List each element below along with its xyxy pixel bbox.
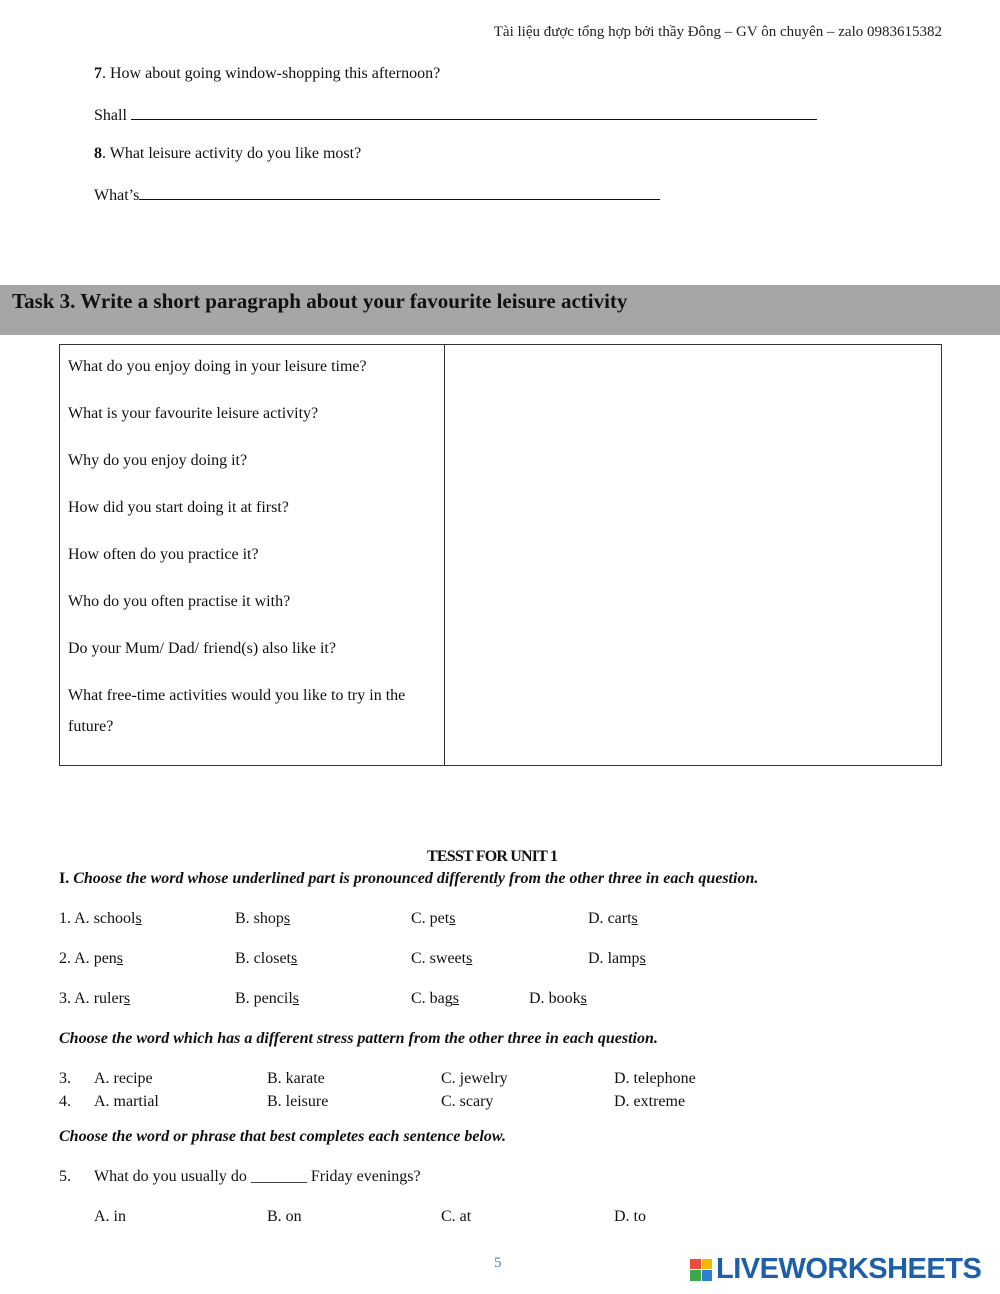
answer-blank[interactable] xyxy=(131,105,817,120)
question-number: 3. xyxy=(59,990,71,1007)
option-b[interactable]: B. karate xyxy=(267,1070,325,1087)
page-header: Tài liệu được tổng hợp bởi thầy Đông – GV ôn chuyên – zalo 0983615382 xyxy=(493,24,942,40)
option-b[interactable]: B. leisure xyxy=(267,1093,329,1110)
pron-question-1 xyxy=(59,910,142,928)
option-d[interactable] xyxy=(588,910,638,928)
instruction-text: Choose the word whose underlined part is pronounced differently from the other three in each question. xyxy=(73,870,759,887)
option-label: D. xyxy=(529,990,549,1007)
option-label: C. xyxy=(411,910,430,927)
option-label: A. xyxy=(74,990,94,1007)
option-d[interactable] xyxy=(588,950,646,968)
underlined-part: s xyxy=(449,910,456,927)
question-number: 2. xyxy=(59,950,71,967)
answer-prefix: Shall xyxy=(94,107,127,124)
option-c[interactable]: C. jewelry xyxy=(441,1070,508,1087)
question-number: 7 xyxy=(94,65,102,82)
option-a[interactable] xyxy=(74,910,142,927)
option-a[interactable]: A. recipe xyxy=(94,1070,153,1087)
option-d[interactable]: D. extreme xyxy=(614,1093,686,1110)
underlined-part: s xyxy=(580,990,587,1007)
liveworksheets-brand[interactable] xyxy=(690,1253,981,1286)
option-label: B. xyxy=(235,950,254,967)
answer-line-8[interactable] xyxy=(94,185,660,205)
option-a[interactable]: A. in xyxy=(94,1208,126,1225)
option-label: D. xyxy=(588,910,608,927)
underlined-part: s xyxy=(116,950,124,967)
question-number: 1. xyxy=(59,910,71,927)
option-stem: closet xyxy=(253,950,291,967)
option-a[interactable] xyxy=(74,950,123,967)
option-b[interactable] xyxy=(235,990,299,1008)
option-d[interactable]: D. telephone xyxy=(614,1070,696,1087)
option-c[interactable]: C. at xyxy=(441,1208,472,1225)
option-label: D. xyxy=(588,950,608,967)
option-stem: book xyxy=(548,990,581,1007)
option-b[interactable] xyxy=(235,910,290,928)
underlined-part: s xyxy=(639,950,646,967)
task-title: Task 3. Write a short paragraph about your favourite leisure activity xyxy=(12,289,628,313)
pron-question-3 xyxy=(59,990,130,1008)
question-number: 5. xyxy=(59,1168,71,1185)
question-7 xyxy=(94,65,440,83)
underlined-part: s xyxy=(123,990,131,1007)
question-8 xyxy=(94,145,361,163)
prompt-item: How often do you practice it? xyxy=(68,546,259,563)
prompt-item: What do you enjoy doing in your leisure time? xyxy=(68,358,367,375)
option-a[interactable] xyxy=(74,990,130,1007)
prompt-item: How did you start doing it at first? xyxy=(68,499,289,516)
option-stem: bag xyxy=(429,990,453,1007)
underlined-part: s xyxy=(291,950,298,967)
option-c[interactable] xyxy=(411,910,455,928)
option-c[interactable] xyxy=(411,990,459,1008)
answer-blank[interactable] xyxy=(139,185,660,200)
prompt-item: Do your Mum/ Dad/ friend(s) also like it? xyxy=(68,640,336,657)
option-b[interactable] xyxy=(235,950,297,968)
option-b[interactable]: B. on xyxy=(267,1208,302,1225)
option-stem: lamp xyxy=(607,950,640,967)
option-stem: school xyxy=(93,910,136,927)
underlined-part: s xyxy=(283,910,291,927)
option-stem: pen xyxy=(93,950,117,967)
question-number: 8 xyxy=(94,145,102,162)
sentence-text: What do you usually do _______ Friday evenings? xyxy=(94,1168,421,1185)
underlined-part: s xyxy=(292,990,299,1007)
option-stem: sweet xyxy=(429,950,467,967)
option-a[interactable]: A. martial xyxy=(94,1093,159,1110)
underlined-part: s xyxy=(135,910,142,927)
section-roman: I. xyxy=(59,870,70,887)
option-stem: cart xyxy=(607,910,632,927)
option-label: C. xyxy=(411,990,430,1007)
option-stem: pet xyxy=(429,910,450,927)
paragraph-writing-area[interactable] xyxy=(445,345,942,766)
question-text: . What leisure activity do you like most? xyxy=(102,145,362,162)
prompt-item: What is your favourite leisure activity? xyxy=(68,405,319,422)
pron-question-2 xyxy=(59,950,123,968)
option-label: B. xyxy=(235,910,254,927)
section-2-instruction: Choose the word which has a different stress pattern from the other three in each question. xyxy=(59,1030,658,1047)
question-number: 4. xyxy=(59,1093,71,1110)
page-number: 5 xyxy=(494,1255,502,1271)
liveworksheets-logo-icon xyxy=(690,1259,712,1281)
prompt-item: Who do you often practise it with? xyxy=(68,593,291,610)
option-stem: shop xyxy=(253,910,284,927)
prompt-item: What free-time activities would you like to try in the future? xyxy=(68,687,406,735)
option-label: C. xyxy=(411,950,430,967)
underlined-part: s xyxy=(466,950,473,967)
option-c[interactable]: C. scary xyxy=(441,1093,494,1110)
prompt-column xyxy=(60,345,445,766)
option-d[interactable] xyxy=(529,990,587,1008)
prompt-table xyxy=(59,344,942,766)
test-title: TESST FOR UNIT 1 xyxy=(427,848,558,865)
answer-prefix: What’s xyxy=(94,187,140,204)
section-1-instruction xyxy=(59,870,758,888)
underlined-part: s xyxy=(631,910,638,927)
option-d[interactable]: D. to xyxy=(614,1208,646,1225)
prompt-item: Why do you enjoy doing it? xyxy=(68,452,248,469)
brand-text: LIVEWORKSHEETS xyxy=(716,1253,982,1285)
option-label: A. xyxy=(74,910,94,927)
option-c[interactable] xyxy=(411,950,472,968)
option-label: B. xyxy=(235,990,254,1007)
option-stem: ruler xyxy=(93,990,124,1007)
question-number: 3. xyxy=(59,1070,71,1087)
question-text: . How about going window-shopping this afternoon? xyxy=(102,65,441,82)
option-stem: pencil xyxy=(253,990,293,1007)
option-label: A. xyxy=(74,950,94,967)
answer-line-7[interactable] xyxy=(94,105,817,125)
section-3-instruction: Choose the word or phrase that best completes each sentence below. xyxy=(59,1128,506,1145)
underlined-part: s xyxy=(452,990,460,1007)
